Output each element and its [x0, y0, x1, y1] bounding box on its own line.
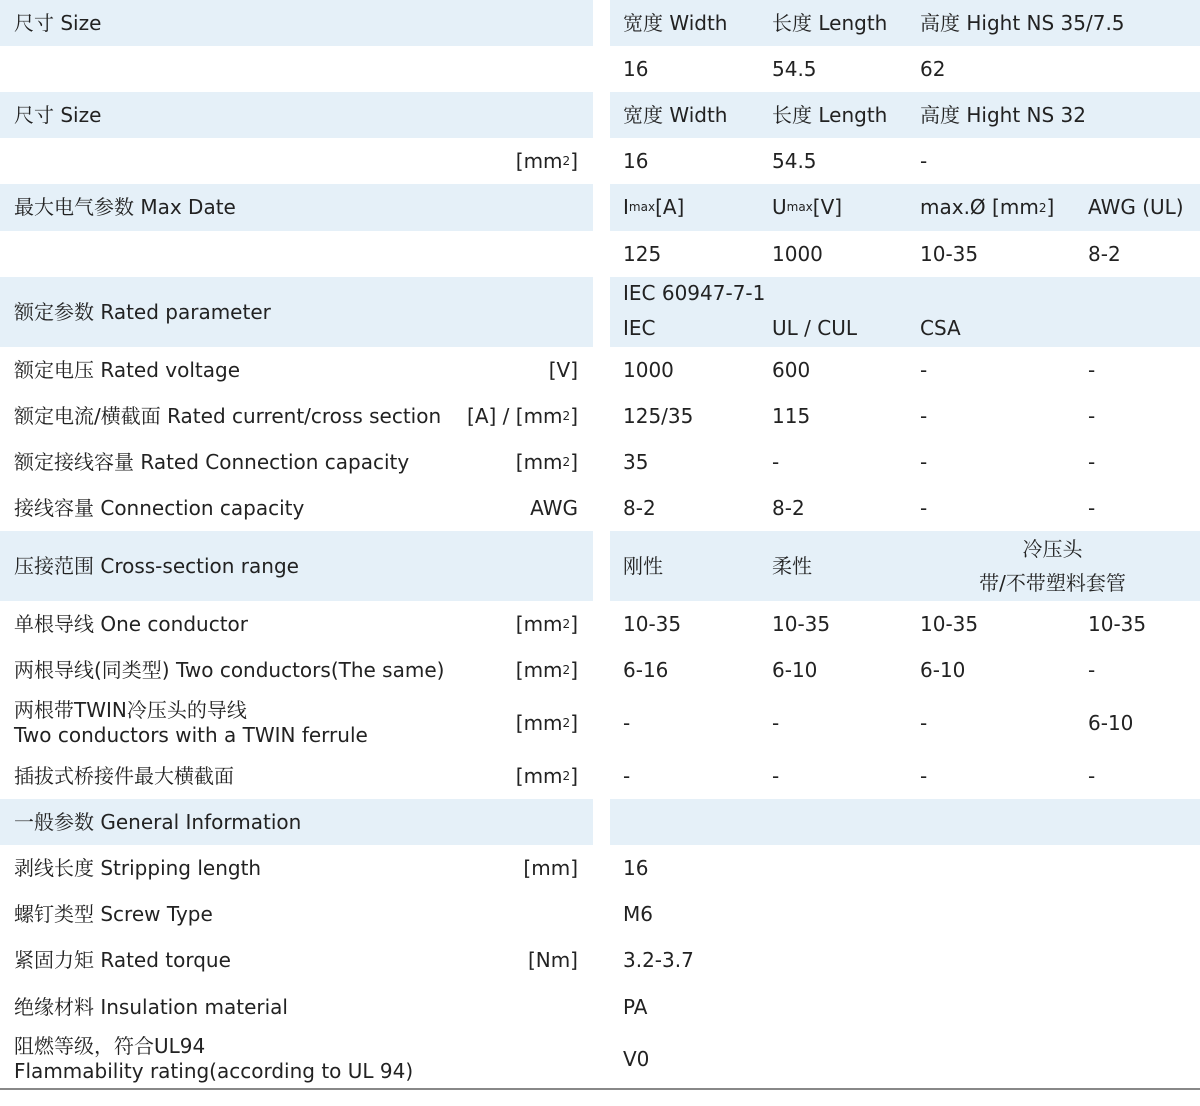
iec-value: 1000	[623, 357, 674, 382]
awg-header: AWG (UL)	[1088, 195, 1184, 219]
ferrule-header-line1: 冷压头	[1022, 536, 1083, 561]
max-diameter-value: 10-35	[920, 241, 979, 266]
ferrule-value: 10-35	[920, 611, 979, 636]
col4-value: -	[1088, 449, 1096, 474]
value: 16	[623, 855, 649, 880]
unit: [mm]	[523, 855, 578, 880]
unit: [mm 2 ]	[515, 148, 578, 173]
value-shade	[610, 799, 1200, 845]
height-header: 高度 Hight NS 35/7.5	[920, 10, 1125, 35]
row-label: 绝缘材料 Insulation material	[14, 994, 288, 1019]
unit: [A] / [mm 2 ]	[467, 403, 578, 428]
size-header-row	[0, 92, 1200, 138]
stripping-length-row	[0, 845, 1200, 891]
ferrule-plastic-value: -	[1088, 763, 1096, 788]
umax-header: U max [V]	[772, 195, 843, 219]
ferrule-header	[905, 531, 1200, 601]
unit: [mm 2 ]	[515, 449, 578, 474]
rigid-value: -	[623, 763, 631, 788]
width-header: 宽度 Width	[623, 102, 728, 127]
max-diameter-header: max.Ø [mm 2 ]	[920, 195, 1055, 219]
twin-ferrule-row	[0, 693, 1200, 753]
rated-parameter-row	[0, 277, 1200, 347]
row-label: 插拔式桥接件最大横截面	[14, 763, 234, 788]
max-date-header-row	[0, 184, 1200, 231]
row-label: 接线容量 Connection capacity	[14, 495, 305, 520]
size-values-row	[0, 138, 1200, 184]
umax-value: 1000	[772, 241, 823, 266]
col4-value: -	[1088, 495, 1096, 520]
length-header: 长度 Length	[772, 10, 888, 35]
unit: [mm 2 ]	[515, 763, 578, 788]
length-value: 54.5	[772, 148, 817, 173]
rigid-header: 刚性	[623, 553, 663, 578]
ul-cul-header: UL / CUL	[772, 316, 857, 340]
awg-value: 8-2	[1088, 241, 1121, 266]
unit: [mm 2 ]	[515, 710, 578, 735]
row-label: 尺寸 Size	[14, 102, 102, 127]
width-header: 宽度 Width	[623, 10, 728, 35]
general-info-header-row	[0, 799, 1200, 845]
cross-section-header-row	[0, 531, 1200, 601]
value: V0	[623, 1046, 650, 1071]
csa-header: CSA	[920, 316, 961, 340]
unit: [mm 2 ]	[515, 611, 578, 636]
row-label	[14, 1030, 474, 1088]
flexible-value: -	[772, 710, 780, 735]
size-values-row	[0, 46, 1200, 92]
row-label: 紧固力矩 Rated torque	[14, 948, 231, 972]
iec-value: 35	[623, 449, 649, 474]
row-label	[14, 693, 474, 753]
csa-value: -	[920, 495, 928, 520]
max-date-values-row	[0, 231, 1200, 277]
col4-value: -	[1088, 403, 1096, 428]
value: 3.2-3.7	[623, 948, 694, 972]
flexible-value: 10-35	[772, 611, 831, 636]
bottom-rule	[0, 1088, 1200, 1090]
ferrule-value: -	[920, 710, 928, 735]
two-conductors-row	[0, 647, 1200, 693]
flexible-value: -	[772, 763, 780, 788]
height-value: -	[920, 148, 928, 173]
row-label: 额定电压 Rated voltage	[14, 357, 240, 382]
iec-value: 125/35	[623, 403, 694, 428]
ul-value: -	[772, 449, 780, 474]
row-label: 额定参数 Rated parameter	[14, 299, 271, 324]
row-label: 最大电气参数 Max Date	[14, 195, 236, 219]
csa-value: -	[920, 357, 928, 382]
row-label: 单根导线 One conductor	[14, 611, 249, 636]
screw-type-row	[0, 891, 1200, 937]
row-label: 额定接线容量 Rated Connection capacity	[14, 449, 410, 474]
rated-torque-row	[0, 937, 1200, 984]
unit: [Nm]	[527, 948, 578, 972]
csa-value: -	[920, 449, 928, 474]
col4-value: -	[1088, 357, 1096, 382]
flammability-row	[0, 1030, 1200, 1088]
height-value: 62	[920, 56, 946, 81]
rated-voltage-row	[0, 347, 1200, 393]
ferrule-plastic-value: -	[1088, 657, 1096, 682]
row-label-en: Two conductors with a TWIN ferrule	[14, 723, 368, 747]
rated-connection-row	[0, 439, 1200, 485]
imax-header: I max [A]	[623, 195, 685, 219]
row-label: 剥线长度 Stripping length	[14, 855, 262, 880]
rigid-value: 10-35	[623, 611, 682, 636]
row-label: 压接范围 Cross-section range	[14, 553, 299, 578]
flexible-header: 柔性	[772, 553, 812, 578]
row-label-cn: 两根带TWIN冷压头的导线	[14, 698, 247, 722]
width-value: 16	[623, 148, 649, 173]
imax-value: 125	[623, 241, 662, 266]
ul-value: 600	[772, 357, 811, 382]
row-label-cn: 阻燃等级，符合UL94	[14, 1034, 206, 1058]
height-header: 高度 Hight NS 32	[920, 102, 1086, 127]
size-header-row	[0, 0, 1200, 46]
ferrule-plastic-value: 6-10	[1088, 710, 1134, 735]
csa-value: -	[920, 403, 928, 428]
standard-label: IEC 60947-7-1	[623, 281, 766, 305]
value: PA	[623, 994, 648, 1019]
rigid-value: -	[623, 710, 631, 735]
flexible-value: 6-10	[772, 657, 818, 682]
ferrule-value: -	[920, 763, 928, 788]
row-label: 额定电流/横截面 Rated current/cross section	[14, 403, 442, 428]
iec-value: 8-2	[623, 495, 656, 520]
row-label-en: Flammability rating(according to UL 94)	[14, 1059, 414, 1083]
ferrule-plastic-value: 10-35	[1088, 611, 1147, 636]
connection-capacity-row	[0, 485, 1200, 531]
ul-value: 115	[772, 403, 811, 428]
ul-value: 8-2	[772, 495, 805, 520]
bridge-row	[0, 753, 1200, 799]
row-label: 一般参数 General Information	[14, 809, 302, 834]
iec-header: IEC	[623, 316, 656, 340]
length-header: 长度 Length	[772, 102, 888, 127]
row-label: 尺寸 Size	[14, 10, 102, 35]
unit: [V]	[548, 357, 578, 382]
rigid-value: 6-16	[623, 657, 669, 682]
length-value: 54.5	[772, 56, 817, 81]
ferrule-value: 6-10	[920, 657, 966, 682]
one-conductor-row	[0, 601, 1200, 647]
value: M6	[623, 901, 653, 926]
rated-current-row	[0, 393, 1200, 439]
ferrule-header-line2: 带/不带塑料套管	[979, 570, 1126, 595]
row-label: 螺钉类型 Screw Type	[14, 901, 213, 926]
insulation-row	[0, 984, 1200, 1030]
width-value: 16	[623, 56, 649, 81]
unit: AWG	[530, 495, 578, 520]
row-label: 两根导线(同类型) Two conductors(The same)	[14, 657, 445, 682]
unit: [mm 2 ]	[515, 657, 578, 682]
